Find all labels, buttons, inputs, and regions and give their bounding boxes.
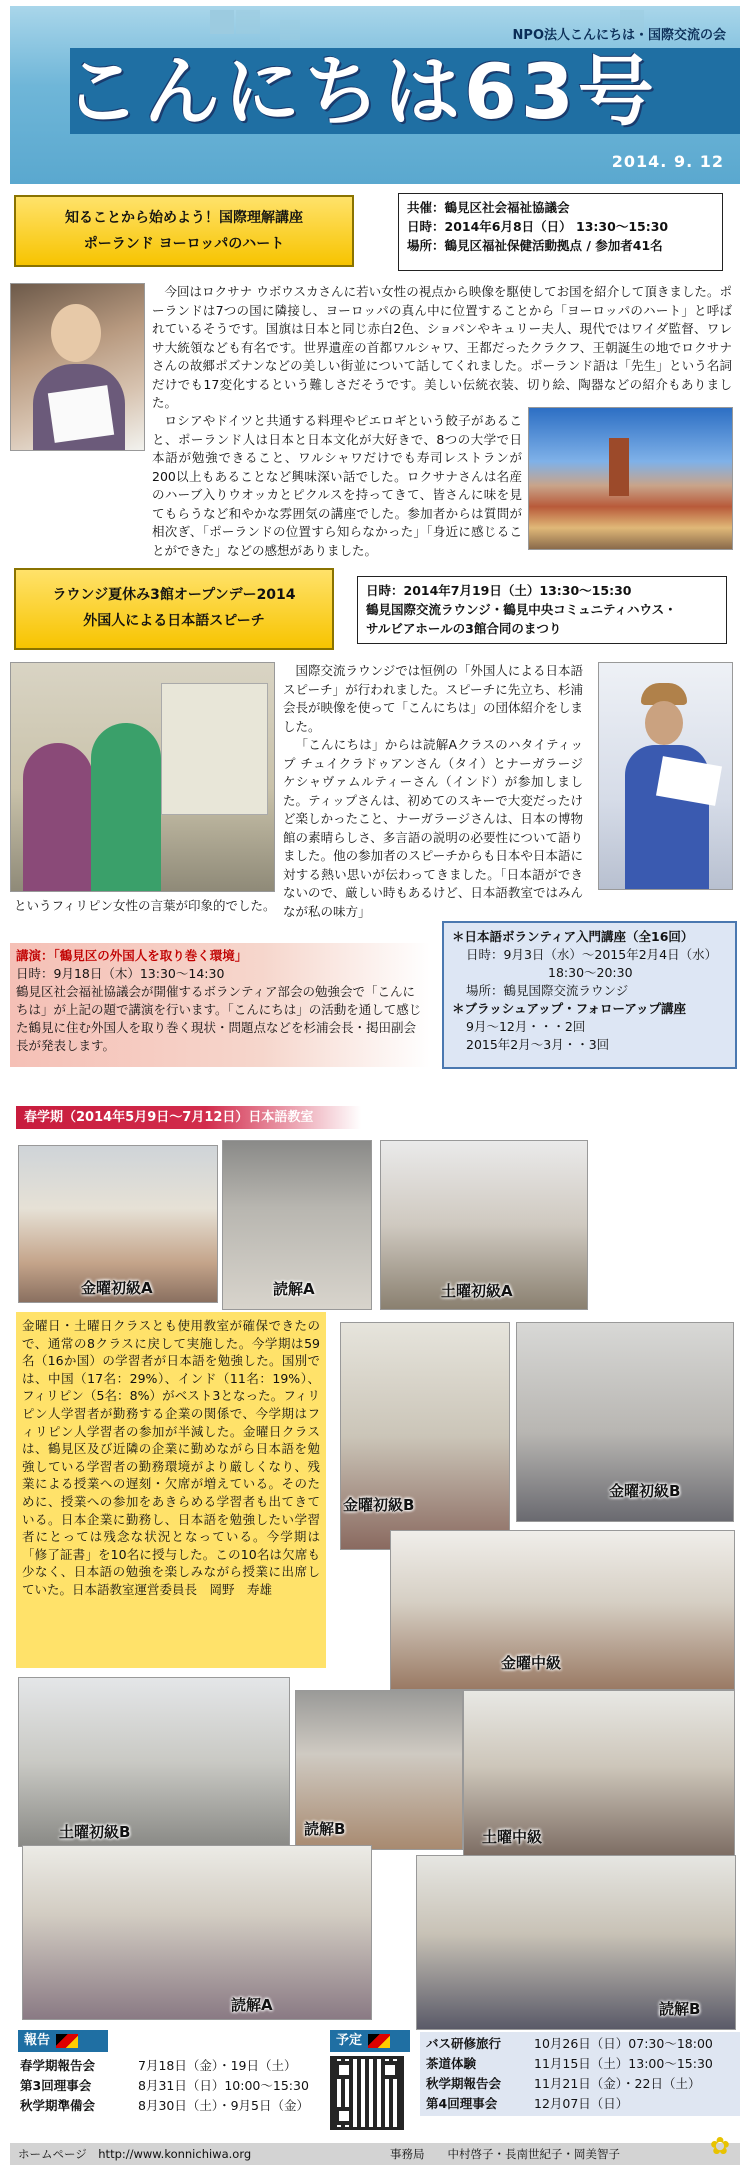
decor-square bbox=[280, 20, 300, 40]
class-caption: 金曜中級 bbox=[501, 1654, 562, 1672]
lecture-title: 講演：「鶴見区の外国人を取り巻く環境」 bbox=[16, 948, 248, 963]
article1-p1: 今回はロクサナ ウボウスカさんに若い女性の視点から映像を駆使してお国を紹介して頂きました。ポーランドは7つの国に隣接し、ヨーロッパの真ん中に位置することから「ヨーロッパのハート」と呼ばれているそうです。国旗は日本と同じ赤白2色、ショパンやキュリー夫人、現代ではワイダ監督、ワレサ大統領なども有名です。世界遺産の首都ワルシャワ、王都だったクラクフ、王朝誕生の地でロクサナさんの故郷ポズナンなどの美しい街並について話してくれました。ポーランド語は「先生」という名詞だけでも17変化するという難しさだそうです。美しい伝統衣装、切り絵、陶器などの紹介もありました。 bbox=[152, 284, 732, 410]
schedule-row bbox=[426, 2094, 734, 2114]
person-shape bbox=[23, 743, 93, 892]
schedule-date: 10月26日（日）07:30～18:00 bbox=[534, 2036, 713, 2051]
article1-title-line1: 知ることから始めよう！国際理解講座 bbox=[65, 210, 303, 226]
article1-title-line2: ポーランド ヨーロッパのハート bbox=[83, 236, 285, 252]
article2-p1: 国際交流ラウンジでは恒例の「外国人による日本語スピーチ」が行われました。スピーチに先立ち、杉浦会長が映像を使って「こんにちは」の団体紹介をしました。 bbox=[283, 663, 584, 734]
schedule-date: 11月15日（土）13:00～15:30 bbox=[534, 2056, 713, 2071]
flag-icon bbox=[56, 2034, 78, 2048]
class-photo bbox=[222, 1140, 372, 1310]
qr-finder bbox=[381, 2061, 399, 2079]
schedule-list bbox=[420, 2032, 740, 2116]
class-caption: 金曜初級B bbox=[609, 1482, 681, 1500]
homepage-link[interactable]: ホームページ http://www.konnichiwa.org bbox=[18, 2147, 252, 2161]
lecture-box bbox=[10, 943, 430, 1067]
report-date: 8月31日（日）10:00～15:30 bbox=[138, 2078, 309, 2093]
class-caption: 土曜初級B bbox=[59, 1823, 131, 1841]
decor-square bbox=[236, 10, 260, 34]
class-caption: 読解B bbox=[304, 1820, 346, 1838]
report-date: 7月18日（金）・19日（土） bbox=[138, 2058, 297, 2073]
class-caption: 金曜初級A bbox=[81, 1279, 153, 1297]
poster-board bbox=[161, 683, 268, 815]
schedule-name: 茶道体験 bbox=[426, 2056, 477, 2071]
report-list bbox=[20, 2056, 320, 2116]
report-row bbox=[20, 2056, 320, 2076]
class-photo bbox=[380, 1140, 588, 1310]
qr-code-icon bbox=[330, 2056, 404, 2130]
followup-schedule-1: 9月～12月・・・2回 bbox=[466, 1019, 586, 1034]
schedule-name: 第4回理事会 bbox=[426, 2096, 498, 2111]
class-caption: 読解B bbox=[659, 2000, 701, 2018]
mascot-icon: ✿ bbox=[709, 2132, 730, 2160]
class-caption: 読解A bbox=[273, 1280, 315, 1298]
article1-p2: ロシアやドイツと共通する料理やピエロギという餃子があること、ポーランド人は日本と日本文化が大好きで、8つの大学で日本語が勉強できること、ワルシャワだけでも寿司レストランが200以上もあることなど興味深い話でした。ロクサナさんは名産のハーブ入りウオッカとピクルスを持ってきて、皆さんに味を見てもらうなど和やかな雰囲気の講座でした。参加者からは質問が相次ぎ、「ポーランドの位置すら知らなかった」「身近に感じることができた」などの感想がありました。 bbox=[152, 413, 522, 558]
volunteer-course-box bbox=[442, 921, 737, 1069]
spring-term-report bbox=[16, 1312, 326, 1668]
schedule-label-text: 予定 bbox=[336, 2033, 363, 2048]
office-staff: 事務局 中村啓子・長南世紀子・岡美智子 bbox=[390, 2147, 620, 2161]
report-row bbox=[20, 2076, 320, 2096]
class-photo bbox=[18, 1145, 218, 1303]
decor-square bbox=[210, 10, 234, 34]
report-label-text: 報告 bbox=[24, 2033, 51, 2048]
followup-course-title: ＊ブラッシュアップ・フォローアップ講座 bbox=[452, 1001, 687, 1016]
class-caption: 金曜初級B bbox=[343, 1496, 415, 1514]
tower-shape bbox=[609, 438, 629, 496]
class-photo bbox=[18, 1677, 290, 1847]
article2-title bbox=[14, 568, 334, 650]
article1-title bbox=[14, 195, 354, 267]
masthead bbox=[10, 6, 740, 184]
article1-info bbox=[398, 193, 723, 271]
face-shape bbox=[645, 701, 683, 745]
article2-p2: 「こんにちは」からは読解Aクラスのハタイティップ チュイクラドゥアンさん（タイ）とナーガラージ ケシャヴァムルティーさん（インド）が参加しました。ティップさんは、初めてのスキーで大変だったけど楽しかったこと、ナーガラージさんは、日本の博物館の素晴らしさ、多言語の説明の必要性について語りました。他の参加者のスピーチからも日本や日本語に対する熱い思いが伝わってきました。「日本語ができないので、厳しい時もあるけど、日本語教室ではみんなが私の味方」 bbox=[283, 737, 583, 919]
speaker-girl-photo bbox=[598, 662, 733, 890]
speech-group-photo bbox=[10, 662, 275, 892]
schedule-name: 秋学期報告会 bbox=[426, 2076, 502, 2091]
volunteer-course-title: ＊日本語ボランティア入門講座（全16回） bbox=[452, 929, 694, 944]
org-name: NPO法人こんにちは・国際交流の会 bbox=[512, 28, 726, 43]
followup-schedule-2: 2015年2月～3月・・3回 bbox=[466, 1037, 610, 1052]
lecture-text: 鶴見区社会福祉協議会が開催するボランティア部会の勉強会で「こんにちは」が上記の題で講演を行います。「こんにちは」の活動を通して感じた鶴見に住む外国人を取り巻く現状・問題点などを杉浦会長・掲田副会長が発表します。 bbox=[16, 984, 422, 1053]
article2-paragraph bbox=[283, 662, 583, 921]
class-photo bbox=[463, 1690, 735, 1860]
class-caption: 読解A bbox=[231, 1996, 273, 2014]
schedule-date: 12月07日（日） bbox=[534, 2096, 629, 2111]
schedule-date: 11月21日（金）・22日（土） bbox=[534, 2076, 701, 2091]
class-photo bbox=[295, 1690, 463, 1850]
report-date: 8月30日（土）・9月5日（金） bbox=[138, 2098, 310, 2113]
report-label bbox=[18, 2030, 108, 2052]
flag-icon bbox=[368, 2034, 390, 2048]
face-shape bbox=[51, 304, 101, 362]
info-cohost: 共催：鶴見区社会福祉協議会 bbox=[407, 200, 570, 215]
article2-info bbox=[357, 576, 727, 644]
person-shape bbox=[91, 723, 161, 892]
volunteer-course-time: 18:30～20:30 bbox=[548, 965, 633, 980]
info-date: 日時：2014年6月8日（日） 13:30～15:30 bbox=[407, 219, 669, 234]
class-caption: 土曜中級 bbox=[482, 1828, 543, 1846]
class-photo bbox=[340, 1322, 510, 1550]
lecture-date: 日時：9月18日（木）13:30～14:30 bbox=[16, 966, 225, 981]
schedule-row bbox=[426, 2034, 734, 2054]
report-name: 第3回理事会 bbox=[20, 2078, 92, 2093]
qr-finder bbox=[335, 2107, 353, 2125]
schedule-name: バス研修旅行 bbox=[426, 2036, 502, 2051]
issue-date: 2014. 9. 12 bbox=[611, 152, 724, 171]
info-venues: 鶴見国際交流ラウンジ・鶴見中央コミュニティハウス・ bbox=[366, 602, 677, 617]
schedule-row bbox=[426, 2054, 734, 2074]
article2-title-line2: 外国人による日本語スピーチ bbox=[83, 613, 265, 629]
speaker-photo bbox=[10, 283, 145, 451]
volunteer-course-date: 日時：9月3日（水）～2015年2月4日（水） bbox=[466, 947, 718, 962]
paper-shape bbox=[48, 385, 114, 443]
schedule-label bbox=[330, 2030, 410, 2052]
footer-bar bbox=[10, 2132, 740, 2165]
spring-term-banner: 春学期（2014年5月9日～7月12日）日本語教室 bbox=[16, 1106, 361, 1129]
class-photo bbox=[416, 1855, 736, 2030]
info-date: 日時：2014年7月19日（土）13:30～15:30 bbox=[366, 583, 632, 598]
article2-title-line1: ラウンジ夏休み3館オープンデー2014 bbox=[52, 587, 296, 603]
report-name: 春学期報告会 bbox=[20, 2058, 96, 2073]
info-place: 場所：鶴見区福祉保健活動拠点 / 参加者41名 bbox=[407, 238, 663, 253]
class-photo bbox=[516, 1322, 734, 1522]
warsaw-photo bbox=[528, 407, 733, 550]
article1-paragraph2 bbox=[152, 412, 522, 560]
article2-closing: というフィリピン女性の言葉が印象的でした。 bbox=[14, 898, 276, 913]
class-photo bbox=[22, 1845, 372, 2020]
class-photo bbox=[390, 1530, 735, 1690]
volunteer-course-place: 場所：鶴見国際交流ラウンジ bbox=[466, 983, 629, 998]
qr-finder bbox=[335, 2061, 353, 2079]
spring-term-report-text: 金曜日・土曜日クラスとも使用教室が確保できたので、通常の8クラスに戻して実施した。今学期は59名（16か国）の学習者が日本語を勉強した。国別では、中国（17名：29%）、インド（11名：19%）、フィリピン（5名：8%）がベスト3となった。フィリピン人学習者が勤務する企業の関係で、今学期はフィリピン人学習者の参加が半減した。金曜日クラスは、鶴見区及び近隣の企業に勤めながら日本語を勉強している学習者の勤務環境がより厳しくなり、残業による授業への遅刻・欠席が増えている。そのために、授業への参加をあきらめる学習者も出てきている。日本企業に勤務し、日本語を勉強したい学習者にとっては残念な状況となっている。今学期は「修了証書」を10名に授与した。この10名は欠席も少なく、日本語の勉強を楽しみながら授業に出席していた。日本語教室運営委員長 岡野 寿雄 bbox=[22, 1318, 320, 1597]
info-event: サルビアホールの3館合同のまつり bbox=[366, 621, 562, 636]
schedule-row bbox=[426, 2074, 734, 2094]
article1-paragraph1 bbox=[152, 283, 732, 413]
report-name: 秋学期準備会 bbox=[20, 2098, 96, 2113]
report-row bbox=[20, 2096, 320, 2116]
class-caption: 土曜初級A bbox=[441, 1282, 513, 1300]
newsletter-title: こんにちは63号 bbox=[64, 47, 658, 136]
